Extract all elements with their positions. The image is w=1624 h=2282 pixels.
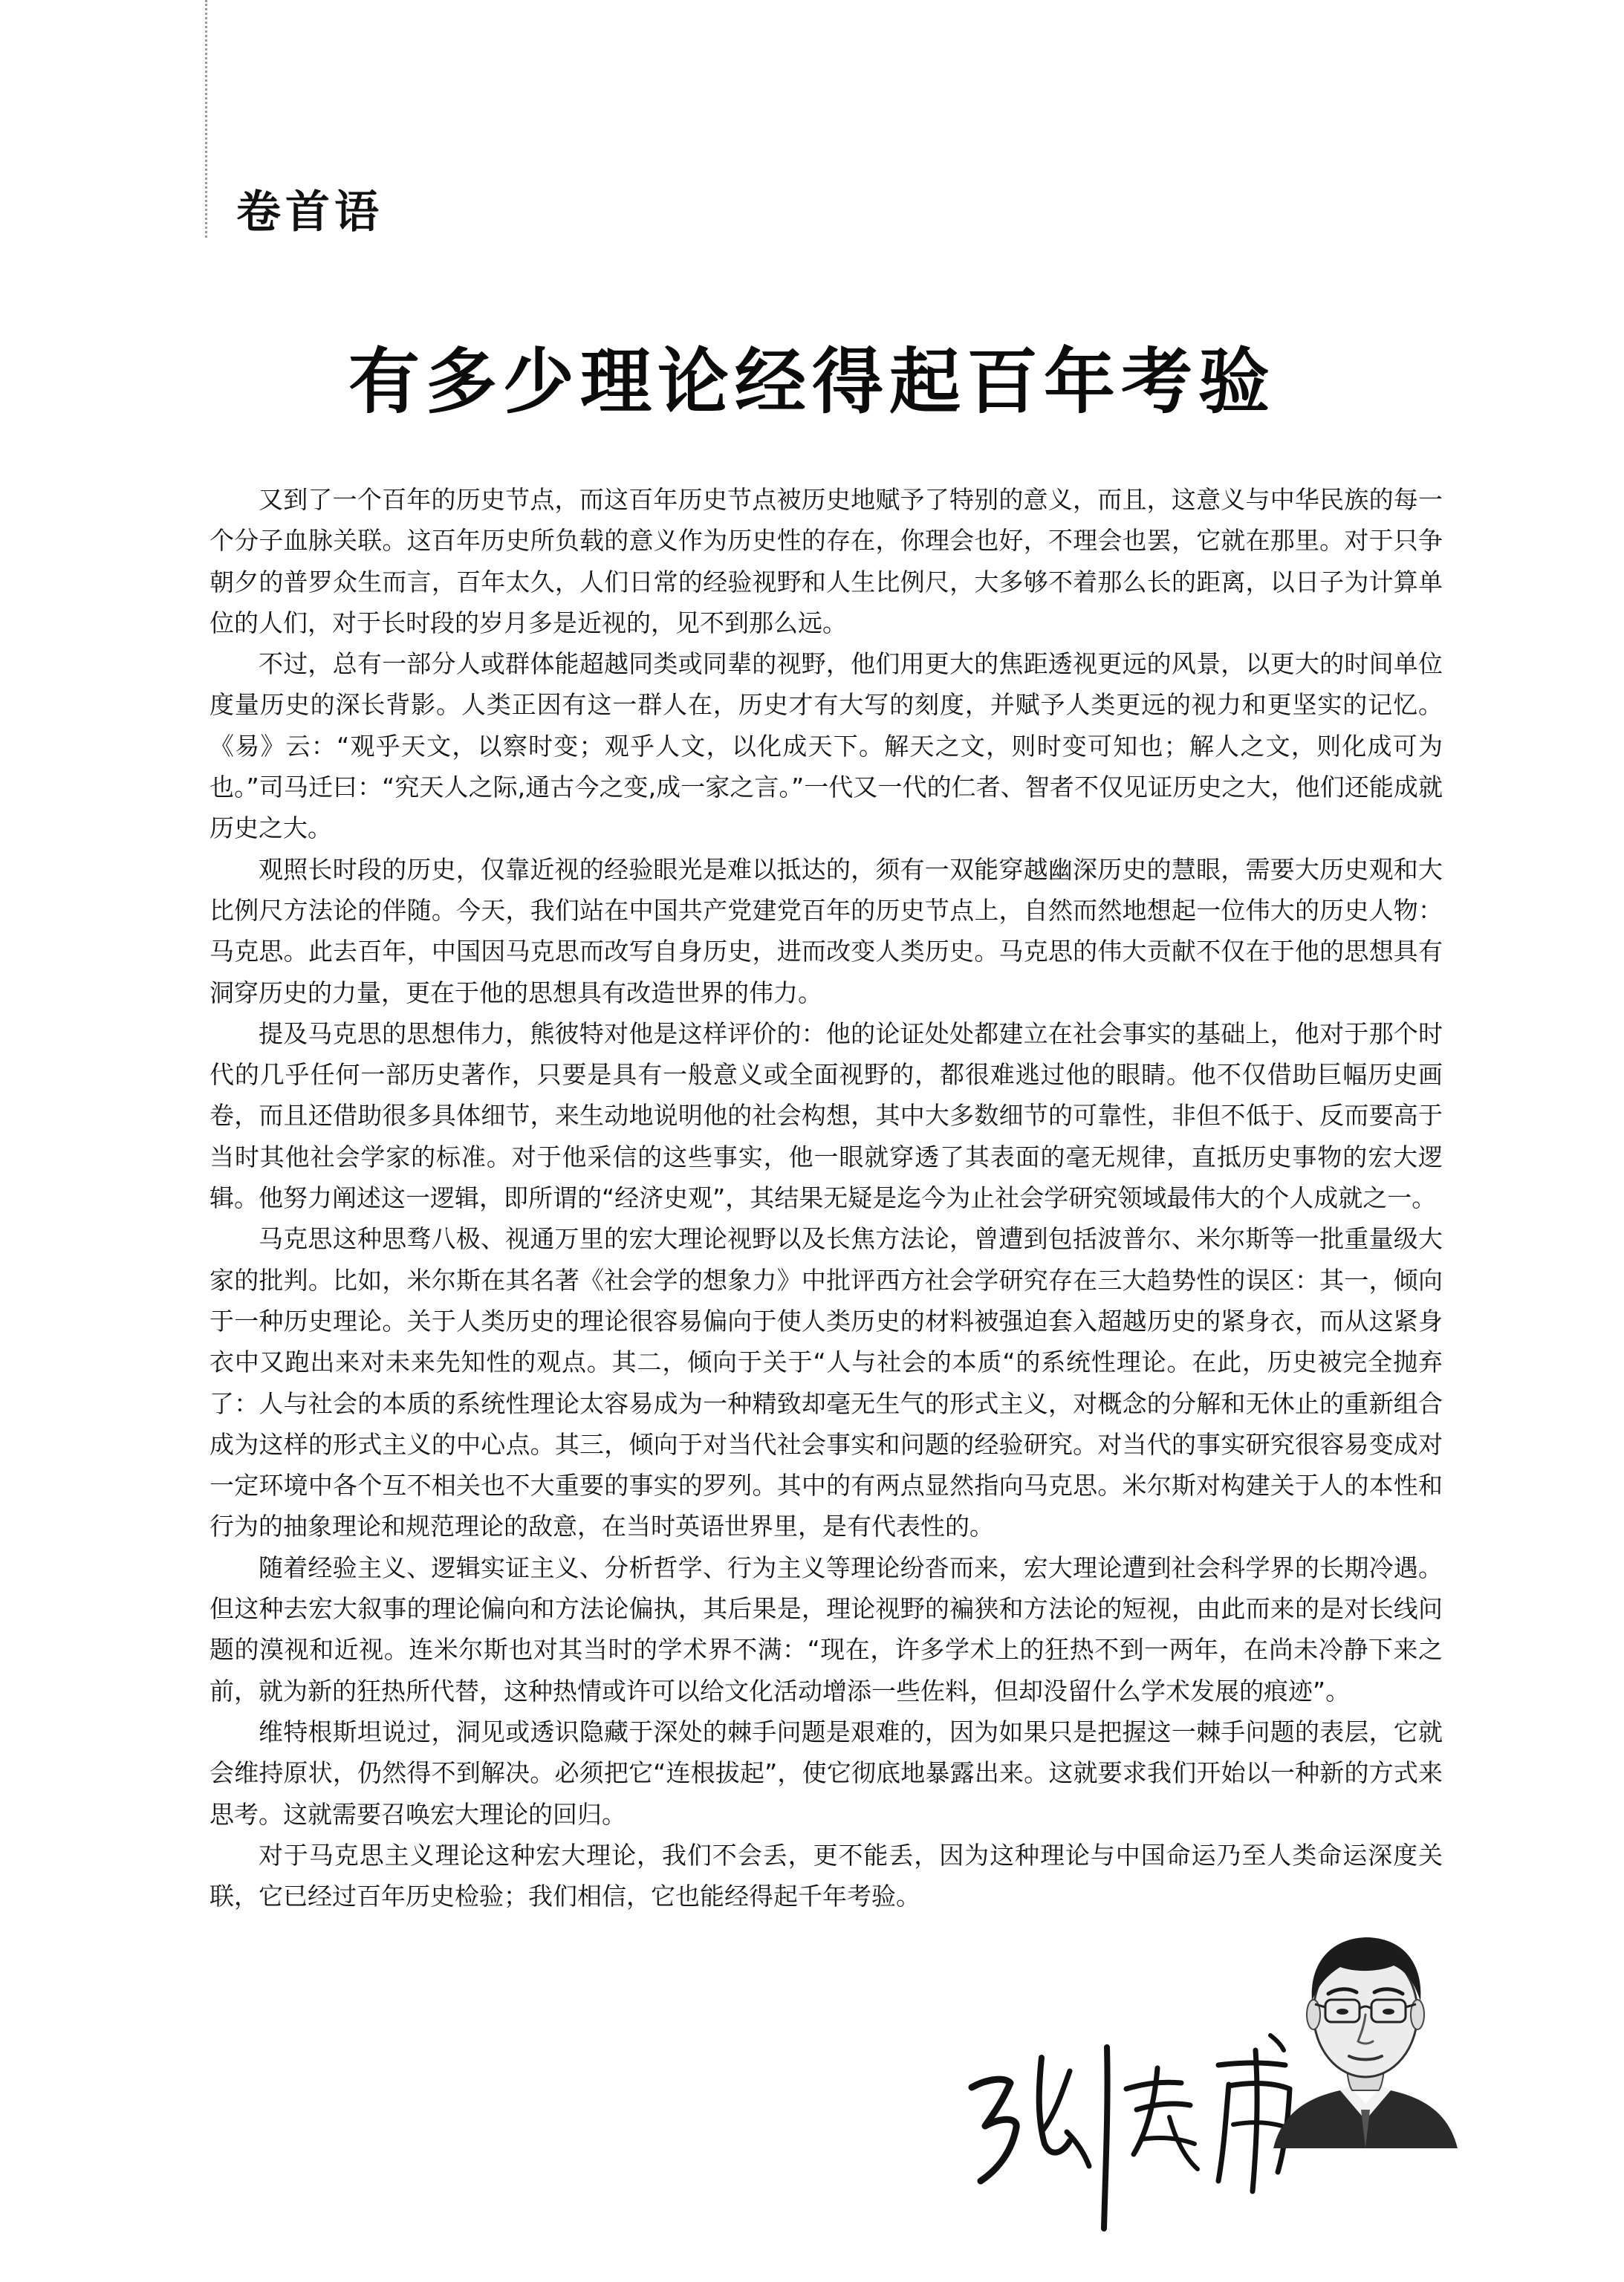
author-portrait-icon bbox=[1269, 1903, 1462, 2148]
author-signature bbox=[958, 2006, 1315, 2243]
section-label: 卷首语 bbox=[236, 186, 383, 238]
body-paragraph-8: 对于马克思主义理论这种宏大理论，我们不会丢，更不能丢，因为这种理论与中国命运乃至人类命运深度关联，它已经过百年历史检验；我们相信，它也能经得起千年考验。 bbox=[210, 1840, 1443, 1911]
body-paragraph-7: 维特根斯坦说过，洞见或透识隐藏于深处的棘手问题是艰难的，因为如果只是把握这一棘手问题的表层，它就会维持原状，仍然得不到解决。必须把它“连根拔起”，使它彻底地暴露出来。这就要求我们开始以一种新的方式来思考。这就需要召唤宏大理论的回归。 bbox=[210, 1717, 1443, 1829]
article-headline: 有多少理论经得起百年考验 bbox=[348, 340, 1276, 423]
body-paragraph-6: 随着经验主义、逻辑实证主义、分析哲学、行为主义等理论纷沓而来，宏大理论遭到社会科学界的长期冷遇。但这种去宏大叙事的理论偏向和方法论偏执，其后果是，理论视野的褊狭和方法论的短视，由此而来的是对长线问题的漠视和近视。连米尔斯也对其当时的学术界不满：“现在，许多学术上的狂热不到一两年，在尚未冷静下来之前，就为新的狂热所代替，这种热情或许可以给文化活动增添一些佐料，但却没留什么学术发展的痕迹”。 bbox=[210, 1553, 1443, 1706]
body-paragraph-5: 马克思这种思骛八极、视通万里的宏大理论视野以及长焦方法论，曾遭到包括波普尔、米尔斯等一批重量级大家的批判。比如，米尔斯在其名著《社会学的想象力》中批评西方社会学研究存在三大趋势性的误区：其一，倾向于一种历史理论。关于人类历史的理论很容易偏向于使人类历史的材料被强迫套入超越历史的紧身衣，而从这紧身衣中又跑出来对未来先知性的观点。其二，倾向于关于“人与社会的本质“的系统性理论。在此，历史被完全抛弃了：人与社会的本质的系统性理论太容易成为一种精致却毫无生气的形式主义，对概念的分解和无休止的重新组合成为这样的形式主义的中心点。其三，倾向于对当代社会事实和问题的经验研究。对当代的事实研究很容易变成对一定环境中各个互不相关也不大重要的事实的罗列。其中的有两点显然指向马克思。米尔斯对构建关于人的本性和行为的抽象理论和规范理论的敌意，在当时英语世界里，是有代表性的。 bbox=[210, 1224, 1443, 1541]
body-paragraph-3: 观照长时段的历史，仅靠近视的经验眼光是难以抵达的，须有一双能穿越幽深历史的慧眼，需要大历史观和大比例尺方法论的伴随。今天，我们站在中国共产党建党百年的历史节点上，自然而然地想起一位伟大的历史人物：马克思。此去百年，中国因马克思而改写自身历史，进而改变人类历史。马克思的伟大贡献不仅在于他的思想具有洞穿历史的力量，更在于他的思想具有改造世界的伟力。 bbox=[210, 854, 1443, 1007]
article-body bbox=[210, 479, 1443, 1917]
body-paragraph-2: 不过，总有一部分人或群体能超越同类或同辈的视野，他们用更大的焦距透视更远的风景，以更大的时间单位度量历史的深长背影。人类正因有这一群人在，历史才有大写的刻度，并赋予人类更远的视力和更坚实的记忆。《易》云：“观乎天文，以察时变；观乎人文，以化成天下。解天之文，则时变可知也；解人之文，则化成可为也。”司马迁曰：“究天人之际,通古今之变,成一家之言。”一代又一代的仁者、智者不仅见证历史之大，他们还能成就历史之大。 bbox=[210, 649, 1443, 843]
body-paragraph-1: 又到了一个百年的历史节点，而这百年历史节点被历史地赋予了特别的意义，而且，这意义与中华民族的每一个分子血脉关联。这百年历史所负载的意义作为历史性的存在，你理会也好，不理会也罢，它就在那里。对于只争朝夕的普罗众生而言，百年太久，人们日常的经验视野和人生比例尺，大多够不着那么长的距离，以日子为计算单位的人们，对于长时段的岁月多是近视的，见不到那么远。 bbox=[210, 485, 1443, 637]
margin-dotted-rule bbox=[205, 0, 207, 238]
body-paragraph-4: 提及马克思的思想伟力，熊彼特对他是这样评价的：他的论证处处都建立在社会事实的基础上，他对于那个时代的几乎任何一部历史著作，只要是具有一般意义或全面视野的，都很难逃过他的眼睛。他不仅借助巨幅历史画卷，而且还借助很多具体细节，来生动地说明他的社会构想，其中大多数细节的可靠性，非但不低于、反而要高于当时其他社会学家的标准。对于他采信的这些事实，他一眼就穿透了其表面的毫无规律，直抵历史事物的宏大逻辑。他努力阐述这一逻辑，即所谓的“经济史观”，其结果无疑是迄今为止社会学研究领域最伟大的个人成就之一。 bbox=[210, 1018, 1443, 1213]
